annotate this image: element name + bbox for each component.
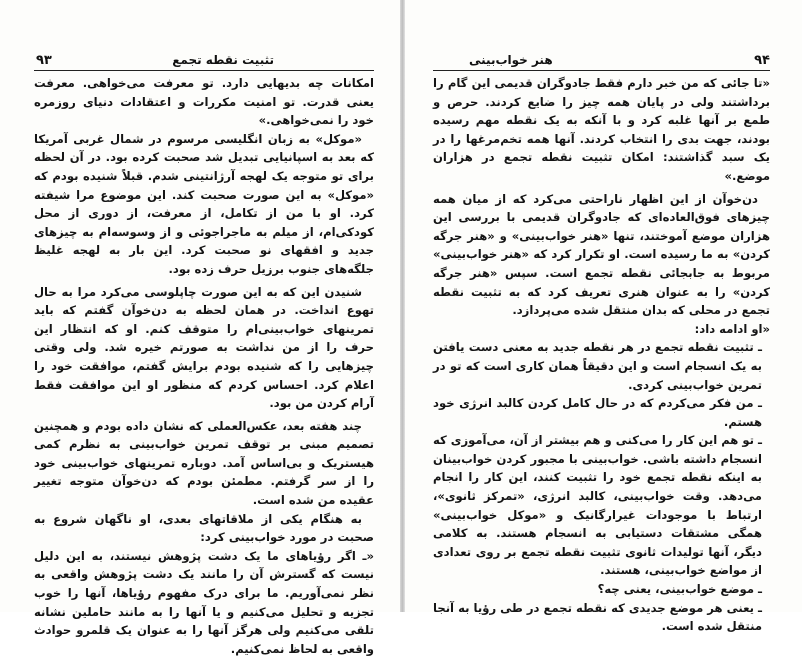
paragraph: به هنگام یکی از ملاقاتهای بعدی، او ناگهان شروع به صحبت در مورد خواب‌بینی کرد: xyxy=(34,511,374,545)
right-header-rule xyxy=(433,70,770,71)
paragraph: شنیدن این که به این صورت چاپلوسی می‌کرد مرا به حال تهوع انداخت. در همان لحظه به دن‌خوآن گفتم که باید تمرینهای خواب‌بینی‌ام را متوقف کنم. او که انتظار این حرف را از من نداشت به صورتم خیره شد. ولی وقتی چیزهایی را که شنیده بودم برایش گفتم، موافقت خود را اعلام کرد. احساس کردم که منظور او این موافقت فقط آرام کردن من بود. xyxy=(34,284,374,411)
right-page-body xyxy=(433,74,770,636)
right-page xyxy=(405,0,802,634)
paragraph: «موکل» به زبان انگلیسی مرسوم در شمال غربی آمریکا که بعد به اسپانیایی تبدیل شد صحبت کرده بود. در آن لحظه برای تو متوجه یک لهجه آرژانتینی شدم. قبلاً شنیده بودم که «موکل» به این صورت صحبت کند. این موضوع مرا شیفته کرد. او با من از تکامل، از معرفت، از دوری از محل کودکی‌ام، از میلم به ماجراجوئی و از وسوسه‌ام به چیزهای جدید و افقهای نو صحبت کرد. این بار به لهجه غلیظ جلگه‌های جنوب برزیل حرف زده بود. xyxy=(34,131,374,276)
paragraph: «ـ اگر رؤیاهای ما یک دشت پژوهش نیستند، به این دلیل نیست که گسترش آن را مانند یک دشت پژوهش واقعی به نظر نمی‌آوریم. ما برای درک مفهوم رؤیاها، آنها را خوب تجزیه و تحلیل می‌کنیم و یا آنها را به مانند حاملین نشانه تلقی می‌کنیم ولی هرگز آنها را به عنوان یک قلمرو حوادث واقعی به لحاظ نمی‌کنیم. xyxy=(34,548,374,656)
paragraph: چند هفته بعد، عکس‌العملی که نشان داده بودم و همچنین تصمیم مبنی بر توقف تمرین خواب‌بینی به نظرم کمی هیستریک و بی‌اساس آمد. دوباره تمرینهای خواب‌بینی خود را از سر گرفتم. مطمئن بودم که دن‌خوآن متوجه تغییر عقیده من شده است. xyxy=(34,418,374,508)
left-page-number: ۹۳ xyxy=(36,53,52,68)
paragraph: امکانات چه بدیهایی دارد. تو معرفت می‌خواهی. معرفت یعنی قدرت. تو امنیت مکررات و اعتقادات دنیای روزمره خود را نمی‌خواهی.» xyxy=(34,76,374,128)
paragraph: ـ تثبیت نقطه تجمع در هر نقطه جدید به معنی دست یافتن به یک انسجام است و این دقیقاً همان کاری است که تو در تمرین خواب‌بینی کردی. xyxy=(433,340,762,392)
paragraph: ـ موضع خواب‌بینی، یعنی چه؟ xyxy=(597,582,762,597)
book-spine xyxy=(400,0,405,612)
right-page-header xyxy=(433,52,770,72)
left-page-header xyxy=(34,52,374,72)
right-page-number: ۹۴ xyxy=(754,53,770,68)
left-page xyxy=(0,0,400,656)
paragraph: ـ تو هم این کار را می‌کنی و هم بیشتر از آن، می‌آموزی که انسجام داشته باشی. خواب‌بینی با مجبور کردن خواب‌بینان به اینکه نقطه تجمع خود را تثبیت کنند، این کار را انجام می‌دهد. وقت خواب‌بینی، کالبد انرژی، «تمرکز ثانوی»، ارتباط با موجودات غیرارگانیک و «موکل خواب‌بینی» همگی مشتقات دستیابی به انسجام هستند. به کلامی دیگر، آنها تولیدات ثانوی تثبیت نقطه تجمع بر روی تعدادی از مواضع خواب‌بینی، هستند. xyxy=(433,433,762,578)
paragraph: دن‌خوآن از این اظهار ناراحتی می‌کرد که از میان همه چیزهای فوق‌العاده‌ای که جادوگران قدیمی با بررسی این هزاران موضع آموختند، تنها «هنر خواب‌بینی» و «هنر جرگه کردن» به ما رسیده است. او تکرار کرد که «هنر خواب‌بینی» مربوط به جابجائی نقطه تجمع است. سپس «هنر جرگه کردن» را به عنوان هنری تعریف کرد که به تثبیت نقطه تجمع در محلی که بدان منتقل شده می‌پردازد. xyxy=(433,191,770,318)
paragraph: ـ یعنی هر موضع جدیدی که نقطه تجمع در طی رؤیا به آنجا منتقل شده است. xyxy=(433,600,762,634)
paragraph: ـ من فکر می‌کردم که در حال کامل کردن کالبد انرژی خود هستم. xyxy=(433,396,762,429)
paragraph: «او ادامه داد: xyxy=(694,321,770,336)
left-header-rule xyxy=(34,70,374,71)
left-page-running-title: تثبیت نقطه تجمع xyxy=(172,53,274,67)
paragraph: «تا جائی که من خبر دارم فقط جادوگران قدیمی این گام را برداشتند ولی در پایان همه چیز را ضایع کردند. حرص و طمع بر آنها غلبه کرد و با آنکه به یک نقطه مهم رسیده بودند، جهت بدی را انتخاب کردند. آنها همه تخم‌مرغها را در یک سبد گذاشتند: امکان تثبیت نقطه تجمع در هزاران موضع.» xyxy=(433,76,770,183)
right-page-running-title: هنر خواب‌بینی xyxy=(469,53,553,67)
left-page-body xyxy=(34,74,374,658)
